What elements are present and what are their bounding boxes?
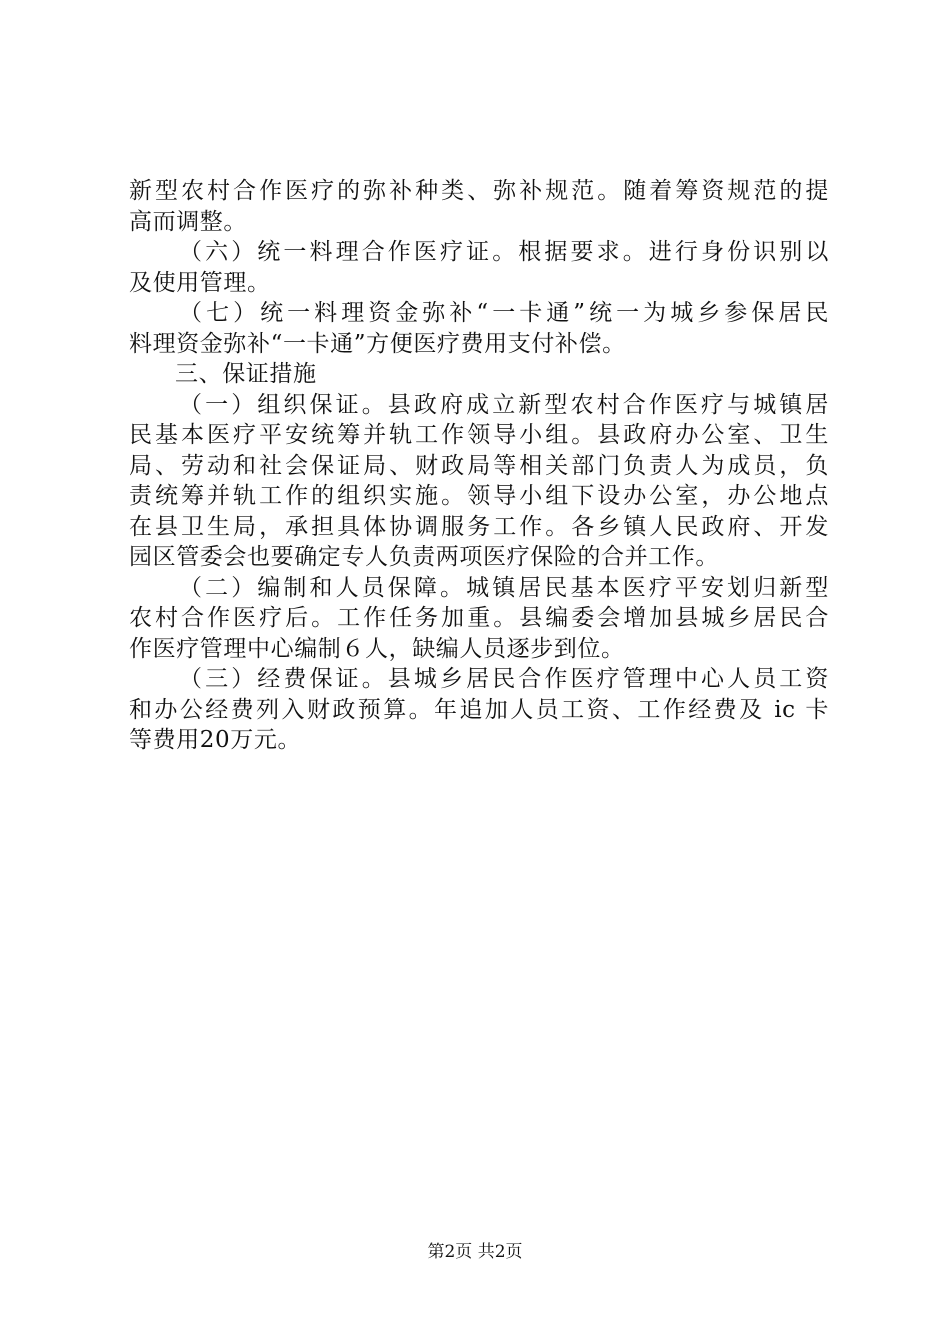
text-line: 园区管委会也要确定专人负责两项医疗保险的合并工作。 (129, 544, 719, 570)
text-line: （六）统一料理合作医疗证。根据要求。进行身份识别以 (179, 239, 829, 265)
text-line: 作医疗管理中心编制６人，缺编人员逐步到位。 (129, 635, 625, 662)
text-line: 农村合作医疗后。工作任务加重。县编委会增加县城乡居民合 (129, 605, 829, 631)
text-line: 民基本医疗平安统筹并轨工作领导小组。县政府办公室、卫生 (129, 422, 829, 448)
section-heading: 三、保证措施 (175, 361, 317, 387)
text-line: 新型农村合作医疗的弥补种类、弥补规范。随着筹资规范的提 (129, 178, 829, 204)
text-line: （三）经费保证。县城乡居民合作医疗管理中心人员工资 (179, 666, 829, 692)
text-line: 局、劳动和社会保证局、财政局等相关部门负责人为成员，负 (129, 452, 829, 479)
document-body (129, 176, 829, 756)
text-line: 高而调整。 (129, 208, 247, 235)
text-line: 在县卫生局，承担具体协调服务工作。各乡镇人民政府、开发 (129, 513, 829, 540)
text-line: （二）编制和人员保障。城镇居民基本医疗平安划归新型 (179, 574, 829, 601)
text-line: 料理资金弥补“一卡通”方便医疗费用支付补偿。 (129, 330, 626, 357)
text-line: 等费用20万元。 (129, 727, 302, 753)
text-line: 及使用管理。 (129, 269, 271, 296)
text-line: 责统筹并轨工作的组织实施。领导小组下设办公室，办公地点 (129, 483, 829, 509)
text-line: 和办公经费列入财政预算。年追加人员工资、工作经费及 ic 卡 (129, 696, 829, 723)
text-line: （七）统一料理资金弥补“一卡通”统一为城乡参保居民 (179, 300, 829, 326)
page-number-footer: 第2页 共2页 (427, 1242, 523, 1262)
text-line: （一）组织保证。县政府成立新型农村合作医疗与城镇居 (179, 391, 829, 418)
